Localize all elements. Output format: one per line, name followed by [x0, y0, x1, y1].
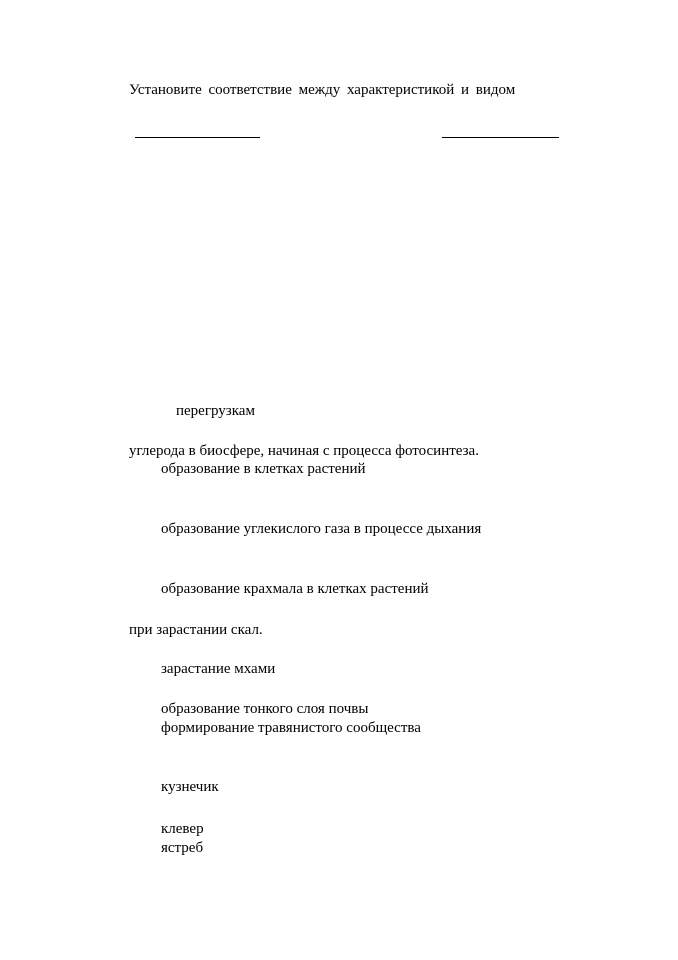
organism-2: клевер	[161, 821, 204, 837]
answer-blank-left	[135, 137, 260, 138]
organism-3: ястреб	[161, 840, 204, 856]
rocks-intro-text: при зарастании скал.	[129, 622, 263, 638]
rocks-item-2: образование тонкого слоя почвы	[161, 701, 369, 717]
rocks-item-3: формирование травянистого сообщества	[161, 720, 421, 736]
answer-blank-right	[442, 137, 559, 138]
carbon-item-2: образование углекислого газа в процессе дыхания	[161, 521, 482, 537]
overload-text: перегрузкам	[176, 403, 255, 419]
organism-1: кузнечик	[161, 779, 219, 795]
carbon-intro-text: углерода в биосфере, начиная с процесса фотосинтеза.	[129, 443, 479, 459]
rocks-item-1: зарастание мхами	[161, 661, 276, 677]
carbon-item-3: образование крахмала в клетках растений	[161, 581, 429, 597]
carbon-item-1: образование в клетках растений	[161, 461, 366, 477]
heading-text: Установите соответствие между характеристикой и видом	[129, 82, 516, 98]
